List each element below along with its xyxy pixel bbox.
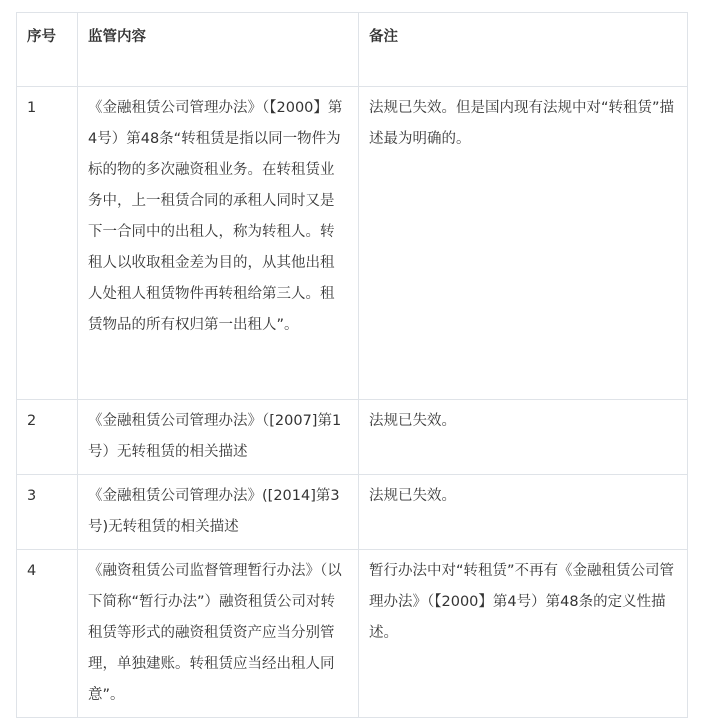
row-content: 《金融租赁公司管理办法》（【2000】第4号）第48条“转租赁是指以同一物件为标的物的多次融资租业务。在转租赁业务中，上一租赁合同的承租人同时又是下一合同中的出租人，称为转租人。转租人以收取租金差为目的，从其他出租人处租人租赁物件再转租给第三人。租赁物品的所有权归第一出租人”。 [78, 87, 359, 400]
table-row [17, 475, 688, 550]
table-header-row [17, 13, 688, 87]
row-content: 《金融租赁公司管理办法》（[2007]第1号）无转租赁的相关描述 [78, 400, 359, 475]
table-row [17, 400, 688, 475]
row-note: 法规已失效。 [359, 475, 688, 550]
row-content: 《金融租赁公司管理办法》([2014]第3号)无转租赁的相关描述 [78, 475, 359, 550]
row-number: 1 [17, 87, 78, 400]
header-regulatory-content: 监管内容 [78, 13, 359, 87]
row-note: 暂行办法中对“转租赁”不再有《金融租赁公司管理办法》（【2000】第4号）第48条的定义性描述。 [359, 550, 688, 718]
row-content: 《融资租赁公司监督管理暂行办法》（以下简称“暂行办法”）融资租赁公司对转租赁等形式的融资租赁资产应当分别管理，单独建账。转租赁应当经出租人同意”。 [78, 550, 359, 718]
row-number: 3 [17, 475, 78, 550]
row-number: 4 [17, 550, 78, 718]
regulation-table [16, 12, 688, 718]
table-row [17, 550, 688, 718]
row-note: 法规已失效。 [359, 400, 688, 475]
row-number: 2 [17, 400, 78, 475]
header-serial-number: 序号 [17, 13, 78, 87]
row-note: 法规已失效。但是国内现有法规中对“转租赁”描述最为明确的。 [359, 87, 688, 400]
table-row [17, 87, 688, 400]
header-remarks: 备注 [359, 13, 688, 87]
